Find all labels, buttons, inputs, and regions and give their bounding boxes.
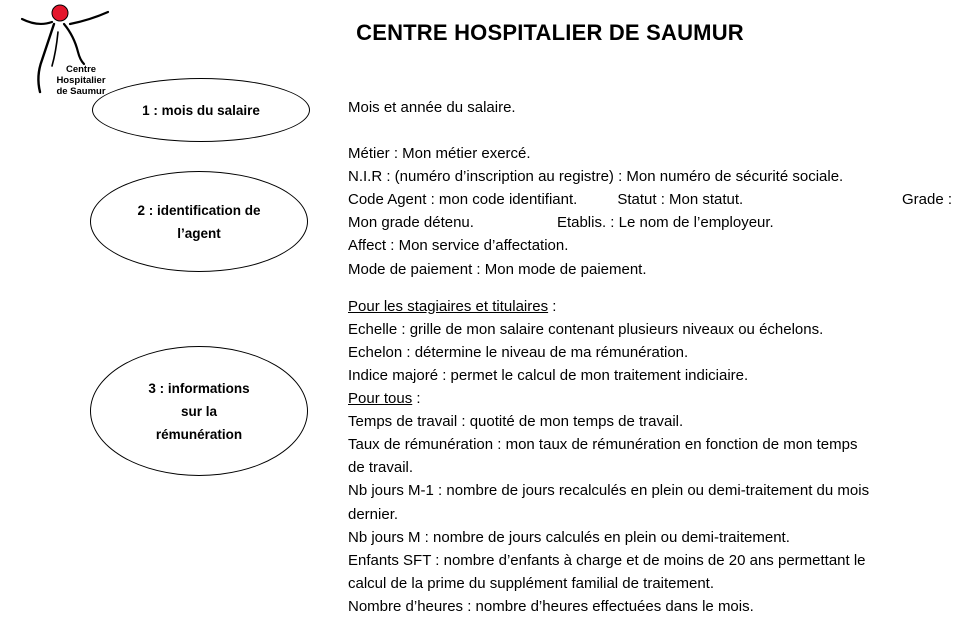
echelle-text: Echelle : grille de mon salaire contenant plusieurs niveaux ou échelons. bbox=[348, 320, 824, 338]
nb-jours-m-text: Nb jours M : nombre de jours calculés en plein ou demi-traitement. bbox=[348, 528, 790, 546]
grade-etablis-row bbox=[348, 211, 952, 234]
nb-jours-m1-line1: Nb jours M-1 : nombre de jours recalculés en plein ou demi-traitement du mois bbox=[348, 482, 870, 500]
code-agent-text: Code Agent : mon code identifiant. bbox=[348, 191, 578, 209]
code-statut-grade-row bbox=[348, 188, 952, 211]
bubble-agent-identification bbox=[90, 171, 308, 272]
grade-value: Mon grade détenu. bbox=[348, 214, 474, 232]
bubble3-line3: rémunération bbox=[155, 426, 243, 442]
tous-heading-text: Pour tous bbox=[348, 390, 413, 408]
logo-text-line2: Hospitalier bbox=[56, 75, 106, 86]
taux-text-line1: Taux de rémunération : mon taux de rémunération en fonction de mon temps bbox=[348, 436, 858, 454]
temps-text: Temps de travail : quotité de mon temps de travail. bbox=[348, 413, 684, 431]
bubble-remuneration-info bbox=[90, 346, 308, 476]
logo-text-line3: de Saumur bbox=[56, 86, 106, 97]
tous-heading bbox=[348, 387, 952, 410]
explanations bbox=[348, 96, 952, 618]
taux-text-line2: de travail. bbox=[348, 459, 414, 477]
echelon-text: Echelon : détermine le niveau de ma rémunération. bbox=[348, 343, 689, 361]
bubble2-line1: 2 : identification de bbox=[137, 202, 261, 218]
page-title: CENTRE HOSPITALIER DE SAUMUR bbox=[356, 20, 744, 45]
bubble2-line2: l’agent bbox=[177, 225, 221, 241]
bubble1-line1: 1 : mois du salaire bbox=[142, 102, 260, 118]
enfants-sft-line2: calcul de la prime du supplément familial de traitement. bbox=[348, 574, 715, 592]
bubble3-line2: sur la bbox=[180, 403, 217, 419]
metier-text: Métier : Mon métier exercé. bbox=[348, 145, 531, 163]
logo-text-line1: Centre bbox=[65, 64, 97, 75]
payment-mode-text: Mode de paiement : Mon mode de paiement. bbox=[348, 260, 647, 278]
indice-text: Indice majoré : permet le calcul de mon traitement indiciaire. bbox=[348, 366, 749, 384]
salary-month-text: Mois et année du salaire. bbox=[348, 99, 516, 116]
affect-text: Affect : Mon service d’affectation. bbox=[348, 237, 569, 255]
bubble3-line1: 3 : informations bbox=[148, 380, 250, 396]
statut-text: Statut : Mon statut. bbox=[617, 191, 744, 209]
nir-text: N.I.R : (numéro d’inscription au registre) : Mon numéro de sécurité sociale. bbox=[348, 168, 844, 186]
stagiaires-heading bbox=[348, 295, 952, 318]
nb-jours-m1-line2: dernier. bbox=[348, 505, 399, 523]
nombre-heures-text: Nombre d’heures : nombre d’heures effectuées dans le mois. bbox=[348, 597, 754, 615]
enfants-sft-line1: Enfants SFT : nombre d’enfants à charge et de moins de 20 ans permettant le bbox=[348, 551, 866, 569]
hospital-logo bbox=[18, 2, 118, 100]
tous-heading-colon: : bbox=[412, 390, 421, 408]
stagiaires-heading-text: Pour les stagiaires et titulaires bbox=[348, 297, 549, 315]
grade-label: Grade : bbox=[901, 191, 952, 209]
stagiaires-heading-colon: : bbox=[548, 297, 557, 315]
bubble-salary-month bbox=[92, 78, 310, 142]
etablis-text: Etablis. : Le nom de l’employeur. bbox=[556, 214, 774, 232]
